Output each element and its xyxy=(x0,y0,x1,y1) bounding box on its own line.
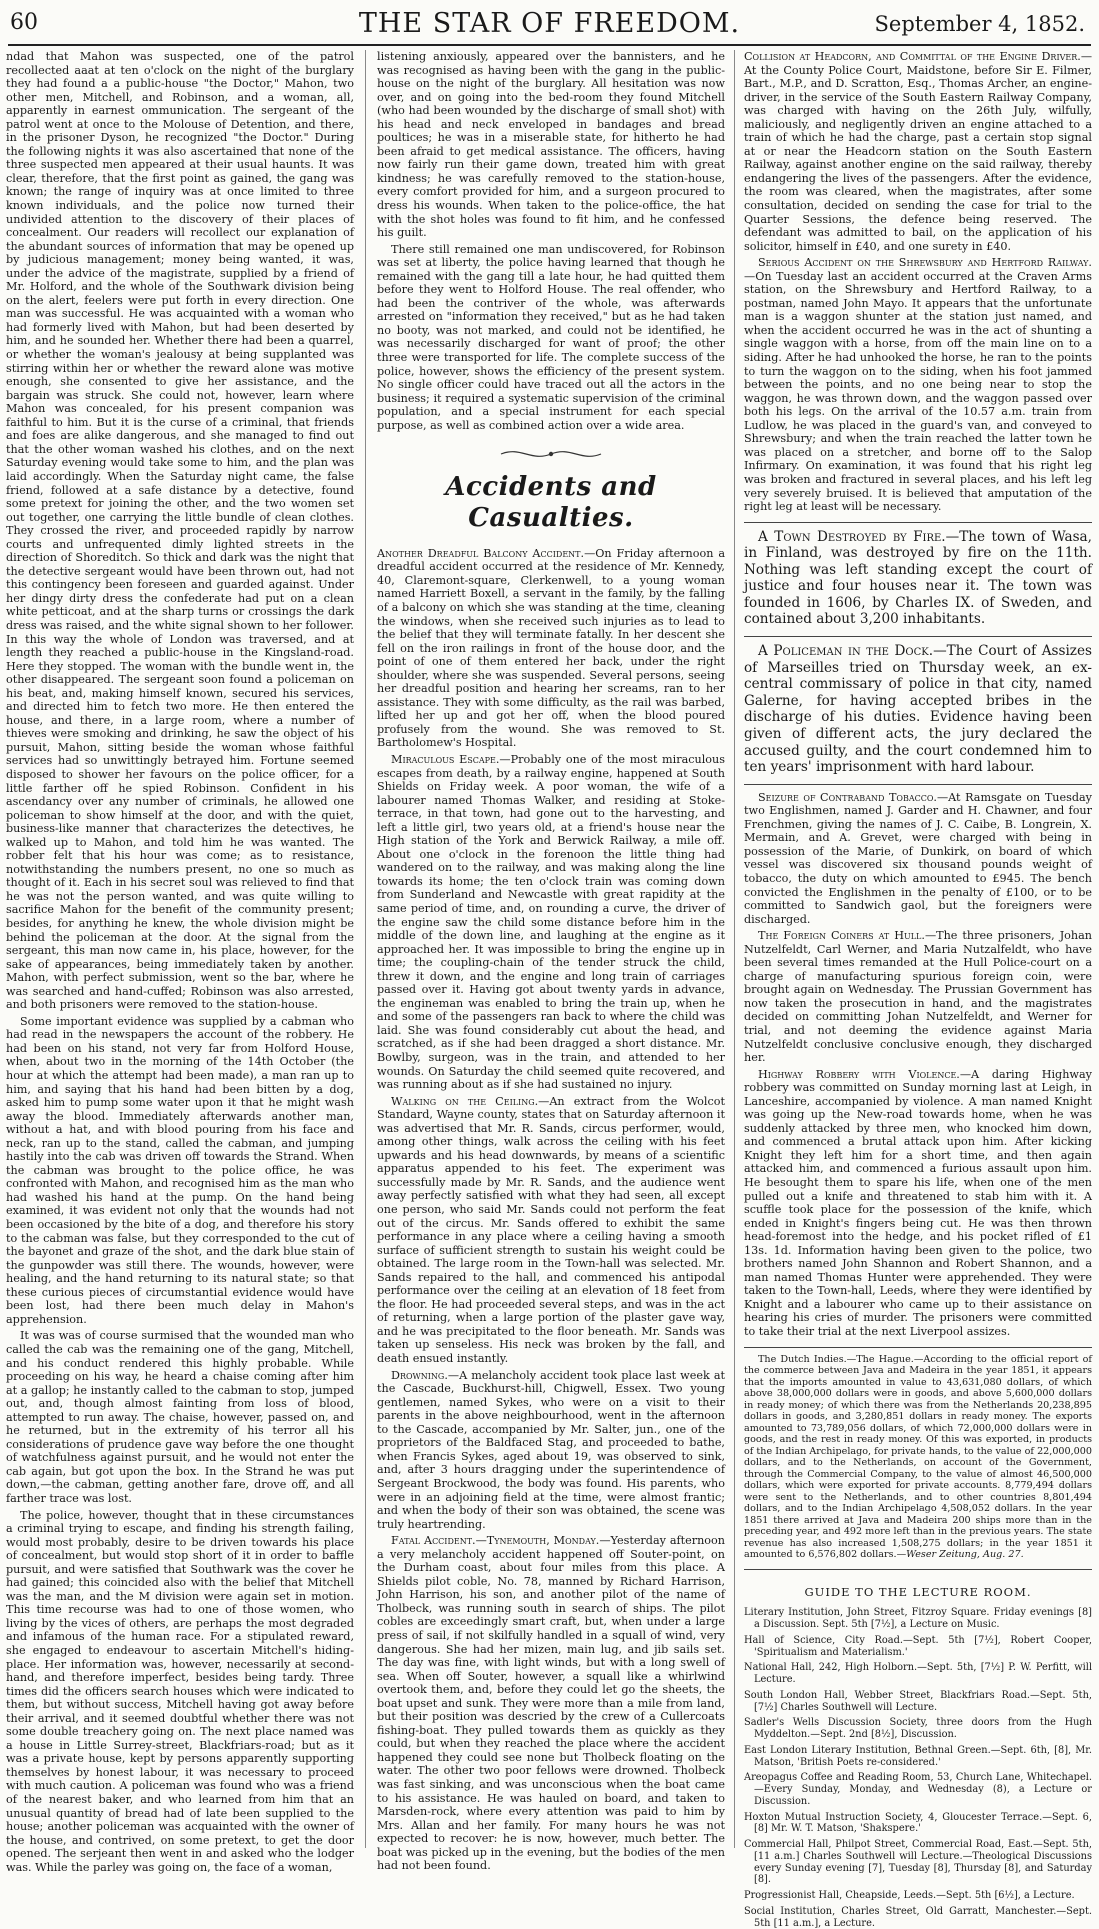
news-item: Walking on the Ceiling.—An extract from the Wolcot Standard, Wayne county, states that on Saturday afternoon it was advertised that Mr. R. Sands, circus performer, would, among other things, walk across the ceiling with his feet upwards and his head downwards, by means of a scientific apparatus appended to his feet. The experiment was successfully made by Mr. R. Sands, and the audience went away perfectly satisfied with what they had seen, all except one person, who said Mr. Sands could not perform the feat out of the circus. Mr. Sands offered to exhibit the same performance in any place where a ceiling having a smooth surface of sufficient strength to sustain his weight could be obtained. The large room in the Town-hall was selected. Mr. Sands repaired to the hall, and commenced his antipodal performance over the ceiling at an elevation of 18 feet from the floor. He had proceeded several steps, and was in the act of returning, when a large portion of the plaster gave way, and he was precipitated to the floor beneath. Mr. Sands was taken up senseless. His neck was broken by the fall, and death ensued instantly. xyxy=(377,1094,725,1366)
news-item: The Foreign Coiners at Hull.—The three prisoners, Johan Nutzelfeldt, Carl Werner, and Maria Nutzalfeldt, who have been several times remanded at the Hull Police-court on a charge of manufacturing spurious foreign coin, were brought again on Wednesday. The Prussian Government has now taken the prosecution in hand, and the magistrates decided on committing Johan Nutzelfeldt, and Werner for trial, and not deeming the evidence against Maria Nutzelfeldt conclusive conclusive enough, they discharged her. xyxy=(744,929,1092,1065)
news-item: Miraculous Escape.—Probably one of the most miraculous escapes from death, by a railway engine, happened at South Shields on Friday week. A poor woman, the wife of a labourer named Thomas Walker, and residing at Stoke-terrace, in that town, had gone out to the harvesting, and left a little girl, two years old, at a friend's house near the High station of the York and Berwick Railway, a mile off. About one o'clock in the forenoon the little thing had wandered on to the railway, and was making along the line towards its home; the ten o'clock train was coming down from Sunderland and Newcastle with great rapidity at the same period of time, and, on rounding a curve, the driver of the engine saw the child some distance before him in the middle of the down line, and laughing at the engine as it approached her. It was impossible to bring the engine up in time; the coupling-chain of the tender struck the child, threw it down, and the engine and long train of carriages passed over it. Having got about twenty yards in advance, the engineman was enabled to bring the train up, when he and some of the passengers ran back to where the child was laid. She was found considerably cut about the head, and scratched, as if she had been dragged a short distance. Mr. Bowlby, surgeon, was in the train, and attended to her wounds. On Saturday the child seemed quite recovered, and was running about as if she had sustained no injury. xyxy=(377,752,725,1092)
lecture-entry: Commercial Hall, Philpot Street, Commercial Road, East.—Sept. 5th, [11 a.m.] Charles Southwell will Lecture.—Theological Discussions every Sunday evening [7], Tuesday [8], Thursday [8], and Saturday [8]. xyxy=(744,1839,1092,1886)
item-text: On Friday afternoon a dreadful accident occurred at the residence of Mr. Kennedy, 40, Claremont-square, Clerkenwell, to a young woman named Harriett Boxell, a servant in the family, by the falling of a balcony on which she was standing at the time, cleaning the windows, when she received such injuries as to lead to the belief that they will terminate fatally. In her descent she fell on the iron railings in front of the house door, and the point of one of them entered her back, under the right shoulder, where she was suspended. Several persons, seeing her dreadful position and hearing her screams, ran to her assistance. They with some difficulty, as the rail was barbed, lifted her up and got her off, when the blood poured profusely from the wound. She was removed to St. Bartholomew's Hospital. xyxy=(377,546,726,750)
news-item: Fatal Accident.—Tynemouth, Monday.—Yesterday afternoon a very melancholy accident happened off Souter-point, on the Durham coast, about four miles from this place. A Shields pilot coble, No. 78, manned by Richard Harrison, John Harrison, his son, and another pilot of the name of Tholbeck, was running south in search of ships. The pilot cobles are exceedingly smart craft, but, when under a large press of sail, if not skilfully handled in a squall of wind, very dangerous. She had her mizen, main lug, and jib sails set. The day was fine, with light winds, but with a long swell of sea. When off Souter, however, a squall like a whirlwind overtook them, and, before they could let go the sheets, the boat upset and sunk. They were more than a mile from land, but their position was descried by the crew of a Cullercoats fishing-boat. They pulled towards them as quickly as they could, but when they reached the place where the accident happened they could see none but Tholbeck floating on the water. The other two poor fellows were drowned. Tholbeck was fast sinking, and was unconscious when the boat came to his assistance. He was hauled on board, and taken to Marsden-rock, where every attention was paid to him by Mrs. Allan and her family. For many hours he was not expected to recover: he is now, however, much better. The boat was picked up in the evening, but the bodies of the men had not been found. xyxy=(377,1534,725,1873)
divider xyxy=(744,1347,1092,1348)
lecture-entry: Sadler's Wells Discussion Society, three doors from the Hugh Myddelton.—Sept. 2nd [8½], Discussion. xyxy=(744,1717,1092,1741)
item-heading: Serious Accident on the Shrewsbury and Hertford Railway. xyxy=(758,256,1092,270)
newspaper-title: THE STAR OF FREEDOM. xyxy=(358,8,741,39)
article-paragraph: The police, however, thought that in these circumstances a criminal trying to escape, and finding his strength failing, would most probably, desire to be driven towards his place of concealment, but would stop short of it in order to baffle pursuit, and were satisfied that Southwark was the cover he had gained; this coincided also with the belief that Mitchell was the man, and the M division were again set in motion. This time recourse was had to one of those women, who living by the vices of others, are perhaps the most degraded and infamous of the human race. For a stipulated reward, she engaged to endeavour to ascertain Mitchell's hiding-place. Her information was, however, necessarily at second-hand, and therefore imperfect, besides being tardy. Three times did the officers search houses which were indicated to them, but without success, Mitchell having got away before their arrival, and it seemed doubtful whether there was not some double treachery going on. The next place named was a house in Little Surrey-street, Blackfriars-road; but as it was a private house, kept by persons apparently supporting themselves by honest labour, it was necessary to proceed with much caution. A policeman was found who was a friend of the nearest baker, and who learned from him that an unusual quantity of bread had of late been supplied to the house; another policeman was acquainted with the owner of the house, and contrived, on some pretext, to get the door opened. The serjeant then went in and asked who the lodger was. While the parley was going on, the face of a woman, xyxy=(6,1508,354,1874)
item-heading: Walking on the Ceiling. xyxy=(391,1094,539,1108)
item-text: At the County Police Court, Maidstone, before Sir E. Filmer, Bart., M.P., and D. Scratton, Esq., Thomas Archer, an engine-driver, in the service of the South Eastern Railway Company, was charged with having on the 26th July, wilfully, maliciously, and negligently driven an engine attached to a train of which he had the charge, past a certain stop signal at or near the Headcorn station on the South Eastern Railway, against another engine on the said railway, thereby endangering the lives of the passengers. After the evidence, the room was cleared, when the magistrates, after some consultation, decided on sending the case for trial to the Quarter Sessions, the defence being reserved. The defendant was admitted to bail, on the application of his solicitor, himself in £40, and one surety in £40. xyxy=(744,63,1092,253)
lecture-entry: Hoxton Mutual Instruction Society, 4, Gloucester Terrace.—Sept. 6, [8] Mr. W. T. Matson, 'Shakspere.' xyxy=(744,1811,1092,1835)
news-item: Collision at Headcorn, and Committal of the Engine Driver.—At the County Police Court, Maidstone, before Sir E. Filmer, Bart., M.P., and D. Scratton, Esq., Thomas Archer, an engine-driver, in the service of the South Eastern Railway Company, was charged with having on the 26th July, wilfully, maliciously, and negligently driven an engine attached to a train of which he had the charge, past a certain stop signal at or near the Headcorn station on the South Eastern Railway, against another engine on the said railway, thereby endangering the lives of the passengers. After the evidence, the room was cleared, when the magistrates, after some consultation, decided on sending the case for trial to the Quarter Sessions, the defence being reserved. The defendant was admitted to bail, on the application of his solicitor, himself in £40, and one surety in £40. xyxy=(744,50,1092,253)
ornament-divider xyxy=(377,446,725,466)
lecture-entry: Social Institution, Charles Street, Old Garratt, Manchester.—Sept. 5th [11 a.m.], a Lecture. xyxy=(744,1905,1092,1929)
article-paragraph: There still remained one man undiscovered, for Robinson was set at liberty, the police having learned that though he remained with the gang till a late hour, he had quitted them before they went to Holford House. The real offender, who had been the contriver of the whole, was afterwards arrested on "information they received," but as he had taken no booty, was not marked, and could not be identified, he was necessarily discharged for want of proof; the other three were transported for life. The complete success of the police, however, shows the efficiency of the present system. No single officer could have traced out all the actors in the business; it required a systematic supervision of the criminal population, and a special instrument for each special purpose, as well as combined action over a wide area. xyxy=(377,242,725,432)
divider xyxy=(744,1569,1092,1570)
column-2 xyxy=(377,50,726,1873)
item-text: The town of Wasa, in Finland, was destroyed by fire on the 11th. Nothing was left standing except the court of justice and four houses near it. The town was founded in 1606, by Charles IX. of Sweden, and contained about 3,200 inhabitants. xyxy=(744,528,1092,628)
divider xyxy=(744,636,1092,637)
item-heading: Seizure of Contraband Tobacco. xyxy=(758,790,937,804)
column-rule xyxy=(365,50,366,1848)
flourish-icon xyxy=(496,446,606,462)
item-text: A melancholy accident took place last week at the Cascade, Buckhurst-hill, Chigwell, Essex. Two young gentlemen, named Sykes, who were on a visit to their parents in the above neighbourhood, went in the afternoon to the Cascade, accompanied by Mr. Salter, jun., one of the proprietors of the Baldfaced Stag, and proceeded to bathe, when Francis Sykes, aged about 19, was observed to sink, and, after 3 hours dragging under the superintendence of Sergeant Brockwood, the body was found. His parents, who were in an adjoining field at the time, were almost frantic; and when the body of their son was obtained, the scene was truly heartrending. xyxy=(377,1368,725,1531)
lecture-entry: National Hall, 242, High Holborn.—Sept. 5th, [7½] P. W. Perfitt, will Lecture. xyxy=(744,1662,1092,1686)
lecture-entry: Hall of Science, City Road.—Sept. 5th [7½], Robert Cooper, 'Spiritualism and Materialism.' xyxy=(744,1634,1092,1658)
page-number: 60 xyxy=(10,10,38,35)
item-text: On Tuesday last an accident occurred at the Craven Arms station, on the Shrewsbury and Hertford Railway, to a postman, named John Mayo. It appears that the unfortunate man is a waggon shunter at the station just named, and when the accident occurred he was in the act of shunting a single waggon with a horse, from off the main line on to a siding. After he had unhooked the horse, he ran to the points to turn the waggon on to the siding, when his foot jammed between the points, and no one being near to stop the waggon, he was thrown down, and the waggon passed over both his legs. On the arrival of the 10.57 a.m. train from Ludlow, he was placed in the guard's van, and conveyed to Shrewsbury; and when the train reached the latter town he was placed on a stretcher, and borne off to the Salop Infirmary. On examination, it was found that his right leg was broken and fractured in several places, and his left leg very severely bruised. It is believed that amputation of the right leg at least will be necessary. xyxy=(744,269,1092,514)
lecture-entry: South London Hall, Webber Street, Blackfriars Road.—Sept. 5th, [7½] Charles Southwell will Lecture. xyxy=(744,1689,1092,1713)
lecture-entry: Areopagus Coffee and Reading Room, 53, Church Lane, Whitechapel.—Every Sunday, Monday, and Wednesday (8), a Lecture or Discussion. xyxy=(744,1772,1092,1807)
article-paragraph: Some important evidence was supplied by a cabman who had read in the newspapers the account of the robbery. He had been on his stand, not very far from Holford House, when, about two in the morning of the 14th October (the hour at which the attempt had been made), a man ran up to him, and saying that his hand had been bitten by a dog, asked him to pump some water upon it that he might wash away the blood. Immediately afterwards another man, without a hat, and with blood pouring from his face and neck, ran up to the stand, called the cabman, and jumping hastily into the cab was driven off towards the Strand. When the cabman was brought to the police office, he was confronted with Mahon, and recognised him as the man who had washed his hand at the pump. On the hand being examined, it was evident not only that the wounds had not been occasioned by the bite of a dog, and therefore his story to the cabman was false, but they corresponded to the cut of the bayonet and graze of the shot, and the dark blue stain of the gunpowder was still there. The wounds, however, were healing, and the hand returning to its natural state; so that these curious pieces of circumstantial evidence would have been lost, had there been much delay in Mahon's apprehension. xyxy=(6,1014,354,1326)
lecture-entry: East London Literary Institution, Bethnal Green.—Sept. 6th, [8], Mr. Matson, 'British Poets re-considered.' xyxy=(744,1744,1092,1768)
article-paragraph: It was was of course surmised that the wounded man who called the cab was the remaining one of the gang, Mitchell, and his conduct rendered this highly probable. While proceeding on his way, he heard a chaise coming after him at a gallop; he instantly called to the cabman to stop, jumped out, and, though almost fainting from loss of blood, attempted to run away. The chaise, however, passed on, and he returned, but in the extremity of his terror all his considerations of prudence gave way before the one thought of watchfulness against pursuit, and he would not enter the cab again, but got upon the box. In the Strand he was put down,—the cabman, getting another fare, drove off, and all farther trace was lost. xyxy=(6,1329,354,1505)
item-heading: Fatal Accident.—Tynemouth, Monday. xyxy=(391,1534,600,1548)
item-heading: Miraculous Escape. xyxy=(391,752,500,766)
news-item: Another Dreadful Balcony Accident.—On Friday afternoon a dreadful accident occurred at the residence of Mr. Kennedy, 40, Claremont-square, Clerkenwell, to a young woman named Harriett Boxell, a servant in the family, by the falling of a balcony on which she was standing at the time, cleaning the windows, when she received such injuries as to lead to the belief that they will terminate fatally. In her descent she fell on the iron railings in front of the house door, and the point of one of them entered her back, under the right shoulder, where she was suspended. Several persons, seeing her dreadful position and hearing her screams, ran to her assistance. They with some difficulty, as the rail was barbed, lifted her up and got her off, when the blood poured profusely from the wound. She was removed to St. Bartholomew's Hospital. xyxy=(377,546,726,750)
lecture-entry: Literary Institution, John Street, Fitzroy Square. Friday evenings [8] a Discussion. Sept. 5th [7½], a Lecture on Music. xyxy=(744,1607,1092,1631)
divider xyxy=(744,784,1092,785)
article-paragraph: ndad that Mahon was suspected, one of the patrol recollected aaat at ten o'clock on the night of the burglary they had found a a public-house "the Doctor," Mahon, two other men, Mitchell, and Robinson, and a woman, all, apparently in earnest ommunication. The sergeant of the patrol went at once to the Molouse of Detention, and there, in the prisoner Dyson, he recognized "the Doctor." During the following nights it was also ascertained that none of the three suspected men appeared at their usual haunts. It was clear, therefore, that the first point as gained, the gang was known; the range of inquiry was at once limited to three known individuals, and the police now turned their undivided attention to the discovery of their places of concealment. Our readers will recollect our explanation of the abundant sources of information that may be opened up by judicious management; money being wanted, it was, under the advice of the magistrate, supplied by a friend of Mr. Holford, and the whole of the Southwark division being on the alert, feelers were put forth in every direction. One man was successful. He was acquainted with a woman who had formerly lived with Mahon, but had been deserted by him, and he sounded her. Whether there had been a quarrel, or whether the woman's jealousy at being supplanted was stirring within her or whether the reward alone was motive enough, she consented to give her assistance, and the bargain was struck. She could not, however, learn where Mahon was concealed, for his present companion was faithful to him. But it is the curse of a criminal, that friends and foes are alike dangerous, and she managed to find out that the other woman washed his clothes, and on the next Saturday evening would take some to him, and the plan was laid accordingly. When the Saturday night came, the false friend, followed at a safe distance by a detective, found some pretext for joining the other, and the two women set out together, one carrying the little bundle of clean clothes. They crossed the river, and proceeded rapidly by narrow courts and unfrequented dimly lighted streets in the direction of Shoreditch. So thick and dark was the night that the detective sergeant would have been thrown out, had not this contingency been foreseen and guarded against. Under her dingy dirty dress the confederate had put on a clean white petticoat, and at the sharp turns or crossings the dark dress was raised, and the white signal shown to her follower. In this way the whole of London was traversed, and at length they reached a public-house in the Kingsland-road. Here they stopped. The woman with the bundle went in, the other disappeared. The sergeant soon found a policeman on his beat, and, making himself known, secured his services, and directed him to fetch two more. He then entered the house, and there, in a large room, where a number of thieves were smoking and drinking, he saw the object of his pursuit, Mahon, sitting beside the woman whose faithful services had so unwittingly betrayed him. Fortune seemed disposed to shower her favours on the police officer, for a little farther off he spied Robinson. Confident in his ascendancy over any number of criminals, he allowed one policeman to show himself at the door, and with the quiet, business-like manner that characterizes the detectives, he walked up to Mahon, and told him he was wanted. The robber felt that his hour was come; as to resistance, notwithstanding the numbers present, no one so much as thought of it. Each in his secret soul was relieved to find that he was not the person wanted, and was quite willing to sacrifice Mahon for the benefit of the community present; besides, for anything he knew, the whole division might be behind the policeman at the door. At the signal from the sergeant, this man now came in, his place, however, for the sake of appearances, being immediately taken by another. Mahon, with perfect submission, went so the bar, where he was searched and hand-cuffed; Robinson was also arrested, and both prisoners were removed to the station-house. xyxy=(6,50,354,1012)
news-item xyxy=(744,1354,1092,1561)
news-item: A Town Destroyed by Fire.—The town of Wasa, in Finland, was destroyed by fire on the 11th. Nothing was left standing except the court of justice and four houses near it. The town was founded in 1606, by Charles IX. of Sweden, and contained about 3,200 inhabitants. xyxy=(744,528,1092,628)
lecture-entry: Progressionist Hall, Cheapside, Leeds.—Sept. 5th [6½], a Lecture. xyxy=(744,1890,1075,1902)
item-text: The Court of Assizes of Marseilles tried on Thursday week, an ex-central commissary of police in that city, named Galerne, for having accepted bribes in the discharge of his duties. Evidence having been given of different acts, the jury declared the accused guilty, and the court condemned him to ten years' imprisonment with hard labour. xyxy=(744,643,1092,776)
item-text: At Ramsgate on Tuesday two Englishmen, named J. Garder and H. Chawner, and four Frenchmen, giving the names of J. C. Caibe, B. Longrein, X. Mermain, and A. Grevet, were charged with being in possession of the Marie, of Dunkirk, on board of which vessel was discovered six thousand pounds weight of tobacco, the duty on which amounted to £945. The bench convicted the Englishmen in the penalty of £100, or to be committed to Sandwich gaol, but the foreigners were discharged. xyxy=(744,790,1092,926)
news-item: Serious Accident on the Shrewsbury and Hertford Railway.—On Tuesday last an accident occurred at the Craven Arms station, on the Shrewsbury and Hertford Railway, to a postman, named John Mayo. It appears that the unfortunate man is a waggon shunter at the station just named, and when the accident occurred he was in the act of shunting a single waggon with a horse, from off the main line on to a siding. After he had unhooked the horse, he ran to the points to turn the waggon on to the siding, when his foot jammed between the points, and no one being near to stop the waggon, he was thrown down, and the waggon passed over both his legs. On the arrival of the 10.57 a.m. train from Ludlow, he was placed in the guard's van, and conveyed to Shrewsbury; and when the train reached the latter town he was placed on a stretcher, and borne off to the Salop Infirmary. On examination, it was found that his right leg was broken and fractured in several places, and his left leg very severely bruised. It is believed that amputation of the right leg at least will be necessary. xyxy=(744,256,1092,514)
article-paragraph: listening anxiously, appeared over the bannisters, and he was recognised as having been with the gang in the public-house on the night of the burglary. All hesitation was now over, and on going into the bed-room they found Mitchell (who had been wounded by the discharge of small shot) with his head and neck enveloped in bandages and bread poultices; he was in a miserable state, for hitherto he had been afraid to get medical assistance. The officers, having now fairly run their game down, treated him with great kindness; he was carefully removed to the station-house, every comfort provided for him, and a surgeon procured to dress his wounds. When taken to the police-office, the hat with the shot holes was found to fit him, and he confessed his guilt. xyxy=(377,50,725,240)
item-text: Probably one of the most miraculous escapes from death, by a railway engine, happened at South Shields on Friday week. A poor woman, the wife of a labourer named Thomas Walker, and residing at Stoke-terrace, in that town, had gone out to the harvesting, and left a little girl, two years old, at a friend's house near the High station of the York and Berwick Railway, a mile off. About one o'clock in the forenoon the little thing had wandered on to the railway, and was making along the line towards its home; the ten o'clock train was coming down from Sunderland and Newcastle with great rapidity at the same period of time, and, on rounding a curve, the driver of the engine saw the child some distance before him in the middle of the down line, and laughing at the engine as it approached her. It was impossible to bring the engine up in time; the coupling-chain of the tender struck the child, threw it down, and the engine and long train of carriages passed over it. Having got about twenty yards in advance, the engineman was enabled to bring the train up, when he and some of the passengers ran back to where the child was laid. She was found considerably cut about the head, and scratched, as if she had been dragged a short distance. Mr. Bowlby, surgeon, was in the train, and attended to her wounds. On Saturday the child seemed quite recovered, and was running about as if she had sustained no injury. xyxy=(377,752,725,1092)
item-heading: Drowning. xyxy=(391,1368,448,1382)
item-heading: A Policeman in the Dock. xyxy=(758,643,934,660)
item-heading: The Foreign Coiners at Hull. xyxy=(758,929,925,943)
item-source: Weser Zeitung, Aug. 27. xyxy=(906,1549,1024,1561)
item-heading: A Town Destroyed by Fire. xyxy=(758,528,946,545)
item-text: A daring Highway robbery was committed on Sunday morning last at Leigh, in Lanceshire, accompanied by violence. A man named Knight was going up the New-road towards home, when he was suddenly attacked by three men, who knocked him down, and commenced a brutal attack upon him. After kicking Knight they left him for a short time, and then again attacked him, and commenced a furious assault upon him. He besought them to spare his life, when one of the men pulled out a knife and threatened to stab him with it. A scuffle took place for the possession of the knife, which ended in Knight's fingers being cut. He was then thrown head-foremost into the hedge, and his pocket rifled of £1 13s. 1d. Information having been given to the police, two brothers named John Shannon and Robert Shannon, and a man named Thomas Hunter were apprehended. They were taken to the Town-hall, Leeds, where they were identified by Knight and a labourer who came up to their assistance on hearing his cries of murder. The prisoners were committed to take their trial at the next Liverpool assizes. xyxy=(744,1067,1092,1339)
item-text: The Dutch Indies.—The Hague.—According to the official report of the commerce between Java and Madeira in the year 1851, it appears that the imports amounted in value to 43,631,080 dollars, of which above 38,000,000 dollars were in goods, and above 5,600,000 dollars in ready money; of which there was from the Netherlands 20,238,895 dollars in goods, and 3,280,851 dollars in ready money. The exports amounted to 73,789,056 dollars, of which 72,000,000 dollars were in goods, and the rest in ready money. Of this was exported, in products of the Indian Archipelago, for private hands, to the value of 22,000,000 dollars, and to the Netherlands, on account of the Government, through the Commercial Company, to the value of almost 46,500,000 dollars, which were exported for private accounts. 8,779,494 dollars were sent to the Netherlands, and to other countries 8,801,494 dollars, and to the Indian Archipelago 4,508,052 dollars. In the year 1851 there arrived at Java and Madeira 200 ships more than in the preceding year, and 492 more left than in the previous years. The state revenue has also increased 1,508,275 dollars; in the year 1851 it amounted to 6,576,802 dollars.— xyxy=(744,1353,1092,1561)
item-heading: Another Dreadful Balcony Accident. xyxy=(377,546,585,560)
column-1 xyxy=(6,50,354,1874)
item-heading: Highway Robbery with Violence. xyxy=(758,1067,960,1081)
item-text: Yesterday afternoon a very melancholy accident happened off Souter-point, on the Durham coast, about four miles from this place. A Shields pilot coble, No. 78, manned by Richard Harrison, John Harrison, his son, and another pilot of the name of Tholbeck, was running south in search of ships. The pilot cobles are exceedingly smart craft, but, when under a large press of sail, if not skilfully handled in a squall of wind, very dangerous. She had her mizen, main lug, and jib sails set. The day was fine, with light winds, but with a long swell of sea. When off Souter, however, a squall like a whirlwind overtook them, and, before they could let go the sheets, the boat upset and sunk. They were more than a mile from land, but their position was descried by the crew of a Cullercoats fishing-boat. They pulled towards them as quickly as they could, but when they reached the place where the accident happened they could see none but Tholbeck floating on the water. The other two poor fellows were drowned. Tholbeck was fast sinking, and was unconscious when the boat came to his assistance. He was hauled on board, and taken to Marsden-rock, where every attention was paid to him by Mrs. Allan and her family. For many hours he was not expected to recover: he is now, however, much better. The boat was picked up in the evening, but the bodies of the men had not been found. xyxy=(377,1534,725,1873)
column-rule xyxy=(734,50,735,1848)
item-text: An extract from the Wolcot Standard, Wayne county, states that on Saturday afternoon it was advertised that Mr. R. Sands, circus performer, would, among other things, walk across the ceiling with his feet upwards and his head downwards, by means of a scientific apparatus appended to his feet. The experiment was successfully made by Mr. R. Sands, and the audience went away perfectly satisfied with what they had seen, all except one person, who said Mr. Sands could not perform the feat out of the circus. Mr. Sands offered to exhibit the same performance in any place where a ceiling having a smooth surface of sufficient strength to sustain his weight could be obtained. The large room in the Town-hall was selected. Mr. Sands repaired to the hall, and commenced his antipodal performance over the ceiling at an elevation of 18 feet from the floor. He had proceeded several steps, and was in the act of returning, when a large portion of the plaster gave way, and he was precipitated to the floor beneath. Mr. Sands was taken up senseless. His neck was broken by the fall, and death ensued instantly. xyxy=(377,1094,725,1366)
news-item: Drowning.—A melancholy accident took place last week at the Cascade, Buckhurst-hill, Chigwell, Essex. Two young gentlemen, named Sykes, who were on a visit to their parents in the above neighbourhood, went in the afternoon to the Cascade, accompanied by Mr. Salter, jun., one of the proprietors of the Baldfaced Stag, and proceeded to bathe, when Francis Sykes, aged about 19, was observed to sink, and, after 3 hours dragging under the superintendence of Sergeant Brockwood, the body was found. His parents, who were in an adjoining field at the time, were almost frantic; and when the body of their son was obtained, the scene was truly heartrending. xyxy=(377,1368,725,1531)
news-item: Highway Robbery with Violence.—A daring Highway robbery was committed on Sunday morning last at Leigh, in Lanceshire, accompanied by violence. A man named Knight was going up the New-road towards home, when he was suddenly attacked by three men, who knocked him down, and commenced a brutal attack upon him. After kicking Knight they left him for a short time, and then again attacked him, and commenced a furious assault upon him. He besought them to spare his life, when one of the men pulled out a knife and threatened to stab him with it. A scuffle took place for the possession of the knife, which ended in Knight's fingers being cut. He was then thrown head-foremost into the hedge, and his pocket rifled of £1 13s. 1d. Information having been given to the police, two brothers named John Shannon and Robert Shannon, and a man named Thomas Hunter were apprehended. They were taken to the Town-hall, Leeds, where they were identified by Knight and a labourer who came up to their assistance on hearing his cries of murder. The prisoners were committed to take their trial at the next Liverpool assizes. xyxy=(744,1067,1092,1339)
column-3 xyxy=(744,50,1092,1929)
issue-date: September 4, 1852. xyxy=(874,12,1085,36)
masthead xyxy=(8,6,1091,46)
news-item: A Policeman in the Dock.—The Court of Assizes of Marseilles tried on Thursday week, an ex-central commissary of police in that city, named Galerne, for having accepted bribes in the discharge of his duties. Evidence having been given of different acts, the jury declared the accused guilty, and the court condemned him to ten years' imprisonment with hard labour. xyxy=(744,643,1092,776)
divider xyxy=(744,522,1092,523)
item-heading: Collision at Headcorn, and Committal of the Engine Driver. xyxy=(744,50,1081,63)
lecture-guide-heading: GUIDE TO THE LECTURE ROOM. xyxy=(804,1584,1032,1599)
news-item: Seizure of Contraband Tobacco.—At Ramsgate on Tuesday two Englishmen, named J. Garder and H. Chawner, and four Frenchmen, giving the names of J. C. Caibe, B. Longrein, X. Mermain, and A. Grevet, were charged with being in possession of the Marie, of Dunkirk, on board of which vessel was discovered six thousand pounds weight of tobacco, the duty on which amounted to £945. The bench convicted the Englishmen in the penalty of £100, or to be committed to Sandwich gaol, but the foreigners were discharged. xyxy=(744,790,1092,926)
section-heading: Accidents and Casualties. xyxy=(445,471,657,534)
item-text: The three prisoners, Johan Nutzelfeldt, Carl Werner, and Maria Nutzalfeldt, who have been several times remanded at the Hull Police-court on a charge of manufacturing spurious foreign coin, were brought again on Wednesday. The Prussian Government has now taken the prosecution in hand, and the magistrates decided on committing Johan Nutzelfeldt, and Werner for trial, and not deeming the evidence against Maria Nutzelfeldt conclusive conclusive enough, they discharged her. xyxy=(744,929,1092,1065)
